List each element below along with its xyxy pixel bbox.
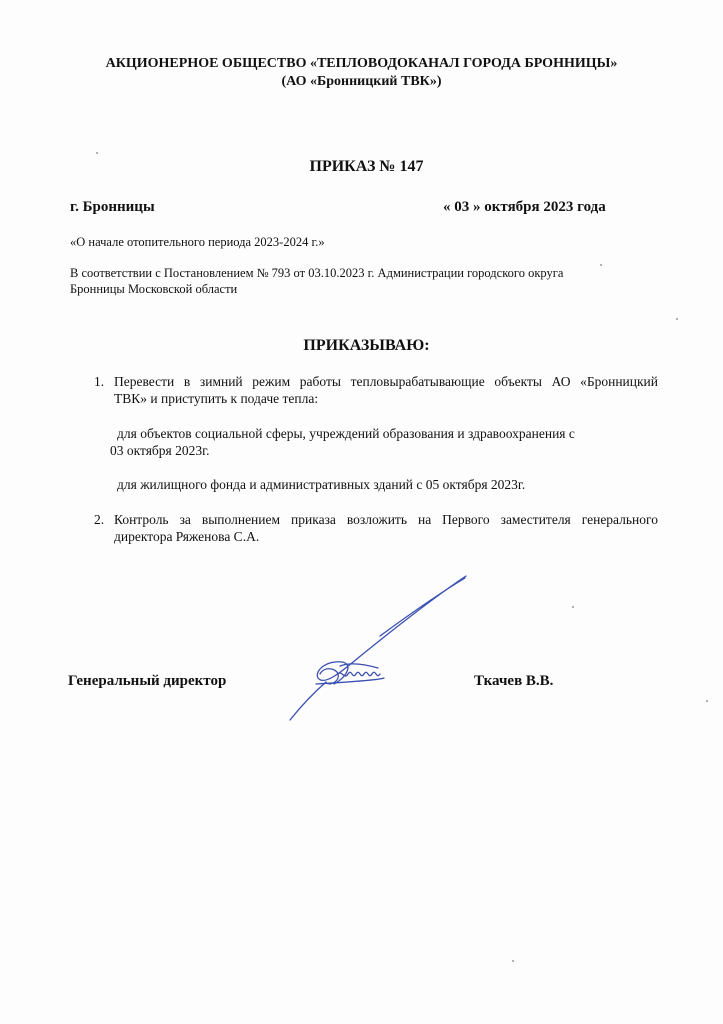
item-1-sub-1-line-1: для объектов социальной сферы, учреждений образования и здравоохранения с: [117, 426, 575, 441]
signer-name: Ткачев В.В.: [474, 673, 554, 689]
order-basis-line-2: Бронницы Московской области: [70, 282, 238, 296]
item-1-line-1: Перевести в зимний режим работы тепловырабатывающие объекты АО «Бронницкий: [114, 374, 658, 389]
item-number: 2.: [94, 512, 105, 527]
item-1-sub-2: для жилищного фонда и административных зданий с 05 октября 2023г.: [117, 477, 526, 492]
organization-name: АКЦИОНЕРНОЕ ОБЩЕСТВО «ТЕПЛОВОДОКАНАЛ ГОРОДА БРОННИЦЫ»: [105, 56, 618, 71]
order-basis-line-1: В соответствии с Постановлением № 793 от 03.10.2023 г. Администрации городского округа: [70, 266, 564, 280]
scan-speck: [600, 264, 602, 266]
signature-image: [280, 570, 480, 730]
order-city: г. Бронницы: [70, 199, 155, 215]
order-directive-heading: ПРИКАЗЫВАЮ:: [303, 337, 430, 354]
scan-speck: [96, 152, 98, 154]
signer-position: Генеральный директор: [68, 673, 227, 689]
item-1-sub-1-line-2: 03 октября 2023г.: [110, 443, 210, 458]
scan-speck: [676, 318, 678, 320]
signature-strokes: [290, 576, 466, 720]
scan-speck: [572, 606, 574, 608]
item-2-line-2: директора Ряженова С.А.: [114, 529, 260, 544]
scan-speck: [706, 700, 708, 702]
item-number: 1.: [94, 374, 105, 389]
order-subject: «О начале отопительного периода 2023-2024 г.»: [70, 235, 325, 249]
scan-speck: [512, 960, 514, 962]
order-date: « 03 » октября 2023 года: [443, 199, 606, 215]
item-1-line-2: ТВК» и приступить к подаче тепла:: [114, 391, 319, 406]
organization-short-name: (АО «Бронницкий ТВК»): [281, 74, 442, 89]
order-title: ПРИКАЗ № 147: [309, 158, 424, 175]
item-2-line-1: Контроль за выполнением приказа возложить на Первого заместителя генерального: [114, 512, 658, 527]
